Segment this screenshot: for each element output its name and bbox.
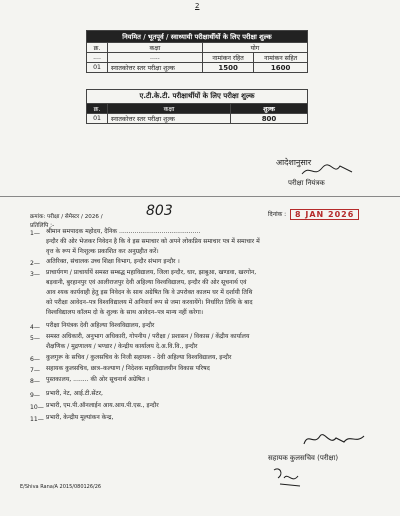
item-line: प्रभारी, केन्द्रीय मूल्यांकन केन्द्र,: [46, 414, 114, 421]
item-line: श्रीमान समपादक महोदय, दैनिक ..........................................: [46, 228, 201, 235]
item-number: 4—: [30, 324, 40, 331]
copy-to-label: प्रतिलिपि :-: [30, 223, 55, 229]
item-text: [46, 413, 386, 423]
item-line: बड़वानी, बुरहानपुर एवं आलीराजपुर देवी अहिल्या विश्वविद्यालय, इन्दौर की ओर सूचनार्थ एवं: [46, 279, 247, 286]
item-number: 9—: [30, 392, 40, 399]
item-line: प्रभारी, नेट, आई.टी.सेंटर,: [46, 390, 103, 397]
item-text: [46, 364, 386, 374]
item-text: [46, 401, 386, 411]
item-line: वृत्त के रूप में निःशुल्क प्रकाशित कर अनुग्रहीत करें।: [46, 248, 159, 255]
page-number: 2: [195, 2, 200, 10]
item-line: शैक्षणिक / मुद्रणालय / भण्डार / केन्द्रीय कार्यालय दे.अ.वि.वि., इन्दौर: [46, 343, 198, 350]
reference-handwritten: 803: [146, 203, 173, 219]
item-text: [46, 257, 386, 267]
item-text: [46, 375, 386, 385]
reference-number: क्रमांक: परीक्षा / सेमेस्टर / 2026 /: [30, 214, 103, 220]
sub-blank-2: .....: [108, 53, 203, 63]
col-total: योग: [202, 43, 307, 53]
item-line: समस्त अधिकारी, अनुभाग अधिकारी, गोपनीय / परीक्षा / प्रशासन / विकास / केंद्रीय कार्यालय: [46, 333, 250, 340]
item-line: अतिरिक्त, संचालक उच्च शिक्षा विभाग, इन्दौर संभाग इन्दौर ।: [46, 258, 180, 265]
item-text: [46, 389, 386, 399]
item-line: विश्वविद्यालय कॉलम दो के शुल्क के साथ आवेदन–पत्र मान्य नहीं करेगा।: [46, 309, 204, 316]
item-line: परीक्षा नियंत्रक देवी अहिल्या विश्वविद्यालय, इन्दौर: [46, 322, 155, 329]
col-without-enrolment: नामांकन रहित: [202, 53, 253, 63]
fee-atkt: 800: [231, 114, 308, 124]
row-sno: 01: [87, 114, 108, 124]
item-number: 11—: [30, 416, 44, 423]
item-line: आव श्यक कार्यवाही हेतु इस निवेदन के साथ अग्रेषित कि वे उपरोक्त कालम घर में दर्शायी तिथि: [46, 289, 253, 296]
date-label: दिनांक :: [268, 211, 287, 218]
item-number: 2—: [30, 260, 40, 267]
fee-without: 1500: [202, 63, 253, 73]
item-line: पुस्तकालय, ........ की ओर सूचनार्थ अग्रेषित ।: [46, 376, 150, 383]
fee-table-regular: [86, 30, 308, 73]
item-number: 6—: [30, 356, 40, 363]
item-line: सहायक कुलसचिव, छात्र–कल्याण / निदेशक महाविद्यालयीन विकास परिषद: [46, 365, 210, 372]
row-sno: 01: [87, 63, 108, 73]
controller-signature: [300, 162, 360, 180]
item-number: 7—: [30, 367, 40, 374]
fee-with: 1600: [254, 63, 308, 73]
item-line: प्रभारी, एम.पी.ऑनलाईन आय.आय.पी.एस., इन्दौर: [46, 402, 159, 409]
col-sno: क्र.: [87, 43, 108, 53]
row-class: स्नातकोत्तर स्तर परीक्षा शुल्क: [108, 63, 203, 73]
item-number: 10—: [30, 404, 44, 411]
item-number: 5—: [30, 335, 40, 342]
item-number: 1—: [30, 230, 40, 237]
col-class: कक्षा: [108, 104, 231, 114]
col-fee: शुल्क: [231, 104, 308, 114]
fee-table-atkt: [86, 89, 308, 124]
fee-table-regular-title: नियमित / भूतपूर्व / स्वाध्यायी परीक्षार्थीयों के लिए परीक्षा शुल्क: [87, 31, 308, 43]
item-number: 8—: [30, 378, 40, 385]
footer-code: E/Shiva Rana/A 2015/080126/26: [20, 484, 102, 490]
item-line: को परीक्षा आवेदन–पत्र विश्वविद्यालय में अनिवार्य रूप से जमा करवायेंगे। निर्धारित तिथि के बाद: [46, 299, 253, 306]
fee-table-atkt-title: ए.टी.के.टी. परीक्षार्थीयों के लिए परीक्षा शुल्क: [87, 90, 308, 104]
item-text: [46, 268, 386, 318]
item-text: [46, 332, 386, 352]
item-number: 3—: [30, 271, 40, 278]
item-text: [46, 353, 386, 363]
date-stamp: 8 JAN 2026: [290, 209, 359, 220]
sub-blank-1: ....: [87, 53, 108, 63]
initials-scrawl: [270, 464, 310, 490]
col-class: कक्षा: [108, 43, 203, 53]
item-line: प्राचार्यगण / प्राचार्यायें समस्त सम्बद्ध महाविद्यालय, जिला इन्दौर, धार, झाबुआ, खण्डवा, खरगोन,: [46, 269, 257, 276]
item-text: [46, 321, 386, 331]
divider: [0, 196, 400, 197]
col-sno: क्र.: [87, 104, 108, 114]
controller-label: परीक्षा नियंत्रक: [288, 179, 325, 187]
assistant-registrar-label: सहायक कुलसचिव (परीक्षा): [268, 454, 339, 462]
item-line: इन्दौर की ओर भेजकर निवेदन है कि वे इस समाचार को अपने लोकप्रिय समाचार पत्र में समाचार में: [46, 238, 260, 245]
row-class: स्नातकोत्तर स्तर परीक्षा शुल्क: [108, 114, 231, 124]
col-with-enrolment: नामांकन सहित: [254, 53, 308, 63]
item-text: [46, 227, 386, 257]
by-order-label: आदेशानुसार: [276, 158, 312, 167]
assistant-registrar-signature: [300, 428, 370, 450]
item-line: कुलगुरू के सचिव / कुलसचिव के निजी सहायक - देवी अहिल्या विश्वविद्यालय, इन्दौर: [46, 354, 232, 361]
